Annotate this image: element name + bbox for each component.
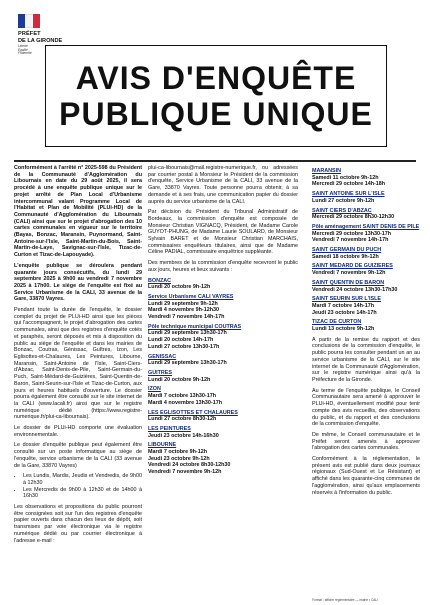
session-date: Vendredi 7 novembre 9h-12h xyxy=(312,270,386,277)
session-date: Mercredi 29 octobre 13h30-17h xyxy=(312,230,392,237)
session-location: TIZAC DE CURTON xyxy=(312,319,362,326)
session-date: Jeudi 23 octobre 14h-16h30 xyxy=(148,432,219,439)
session-date: Vendredi 7 novembre 14h-17h xyxy=(148,314,225,321)
session-location: SAINT ANTOINE SUR L'ISLE xyxy=(312,191,385,198)
session-location: SAINT GERMAIN DU PUCH xyxy=(312,247,382,254)
session-date: Lundi 29 septembre 9h-12h xyxy=(148,300,218,307)
separator-rule xyxy=(14,160,416,162)
title-line-2: PUBLIQUE UNIQUE xyxy=(59,96,373,132)
col3-sessions-list xyxy=(312,168,420,333)
session-date: Lundi 20 octobre 9h-12h xyxy=(148,284,211,291)
session-date: Lundi 29 septembre 13h30-17h xyxy=(148,360,227,367)
session-date: Samedi 11 octobre 9h-12h xyxy=(312,174,379,181)
session-location: IZON xyxy=(148,386,161,393)
session-date: Mardi 4 novembre 13h30-17h xyxy=(148,399,223,406)
session-date: Vendredi 24 octobre 13h30-17h30 xyxy=(312,286,398,293)
col3-paragraph-3: De même, le Conseil communautaire et le Préfet seront amenés à approuver l'abrogation des cartes communales. xyxy=(312,431,420,452)
motto-fraternite: Fraternité xyxy=(18,51,32,56)
session-date: Lundi 29 septembre 13h30-17h xyxy=(148,330,227,337)
session-location: LES PEINTURES xyxy=(148,425,191,432)
session-date: Lundi 20 octobre 14h-17h xyxy=(148,337,214,344)
motto-liberte: Liberté xyxy=(18,44,28,48)
session-date: Vendredi 7 novembre 9h-12h xyxy=(148,469,222,476)
consultation-hours-list xyxy=(14,473,142,500)
col1-paragraph-5: Le dossier d'enquête publique peut également être consulté sur un poste informatique au siège de l'enquête, service urbanisme de la CALI (33 avenue de la Gare, 33870 Vayres) xyxy=(14,442,142,469)
column-3 xyxy=(312,165,420,500)
col1-paragraph-4: Le dossier de PLUi-HD comporte une évaluation environnementale. xyxy=(14,425,142,438)
session-location: SAINT CIERS D'ABZAC xyxy=(312,207,372,214)
session-date: Mardi 7 octobre 13h30-17h xyxy=(148,393,217,400)
gironde-label: DE LA GIRONDE xyxy=(18,38,63,44)
title-line-1: AVIS D'ENQUÊTE xyxy=(75,60,357,96)
col2-sessions-list xyxy=(148,278,298,476)
notice-title-box xyxy=(45,45,387,147)
session-location: LIBOURNE xyxy=(148,442,177,449)
col3-paragraph-1: A partir de la remise du rapport et des conclusions de la commission d'enquête, le public pourra les consulter pendant un an au service urbanisme de la CALI, sur le site internet de la Communauté d'Agglomération, sur le registre numérique ainsi qu'à la Préfecture de la Gironde. xyxy=(312,336,420,383)
session-location: LES EGLISOTTES ET CHALAURES xyxy=(148,409,238,416)
session-date: Lundi 27 octobre 8h30-12h xyxy=(148,416,217,423)
session-date: Jeudi 23 octobre 9h-12h xyxy=(148,455,210,462)
col1-paragraph-6: Les observations et propositions du public pourront être consignées soit sur l'un des registres d'enquête papier ouverts dans chacun des lieux de dépôt, soit transmises par voie électronique via le registre numérique dédié ou par courrier électronique à l'adresse e-mail : xyxy=(14,504,142,544)
col1-paragraph-2: L'enquête publique se déroulera pendant quarante jours consécutifs, du lundi 29 septembre 2025 à 9h00 au vendredi 7 novembre 2025 à 17h00. Le siège de l'enquête est fixé au Service Urbanisme de la CALI, 33 avenue de la Gare, 33870 Vayres. xyxy=(14,262,142,303)
session-location: SAINT SEURIN SUR L'ISLE xyxy=(312,296,381,303)
prefet-label: PRÉFET xyxy=(18,31,41,37)
session-location: GENISSAC xyxy=(148,353,177,360)
session-date: Vendredi 24 octobre 8h30-12h30 xyxy=(148,462,231,469)
list-item: • Les Mercredis de 9h00 à 12h30 et de 14h00 à 16h30 xyxy=(23,487,142,500)
session-location: BONZAC xyxy=(148,277,172,284)
col2-paragraph-1: plui-ca-libournais@mail.registre-numerique.fr, ou adressées par courrier postal à Monsieur le Président de la commission d'enquête, Service Urbanisme de la CALI, 33 avenue de la Gare, 33870 Vayres. Toute personne pourra obtenir, à sa demande et à ses frais, une communication papier du dossier auprès du service urbanisme de la CALI. xyxy=(148,165,298,205)
footer-note: Format : affiche réglementaire — mairie • CALI xyxy=(312,598,379,602)
session-location: Service Urbanisme CALI VAYRES xyxy=(148,293,234,300)
session-date: Lundi 13 octobre 9h-12h xyxy=(312,326,375,333)
session-date: Lundi 27 octobre 13h30-17h xyxy=(148,343,220,350)
session-date: Mardi 7 octobre 9h-12h xyxy=(148,449,208,456)
column-1 xyxy=(14,165,142,548)
col2-paragraph-3: Des membres de la commission d'enquête recevront le public aux jours, heures et lieux suivants : xyxy=(148,260,298,273)
list-item: • Les Lundis, Mardis, Jeudis et Vendredis, de 9h00 à 12h30 xyxy=(23,473,142,486)
session-date: Mardi 7 octobre 14h-17h xyxy=(312,302,375,309)
session-date: Lundi 27 octobre 9h-12h xyxy=(312,197,375,204)
session-date: Vendredi 7 novembre 14h-17h xyxy=(312,237,389,244)
session-location: Pôle aménagement SAINT DENIS DE PILE xyxy=(312,223,420,230)
motto-egalite: Égalité xyxy=(18,47,28,52)
col1-paragraph-3: Pendant toute la durée de l'enquête, le dossier complet du projet de PLUi-HD ainsi que les pièces qui l'accompagnent, le projet d'abrogation des cartes communales, ainsi que des registres d'enquête cotés et paraphés, seront déposés et mis à disposition du public au siège de l'enquête et dans les mairies de Bonzac, Coutras, Génissac, Guîtres, Izon, Les Eglisottes-et-Chalaures, Les Peintures, Libourne, Maransin, Saint-Antoine de l'Isle, Saint-Ciers-d'Abzac, Saint-Denis-de-Pile, Saint-Germain-du-Puch, Saint-Médard-de-Guizières, Saint-Quentin-de-Baron, Saint-Seurin-sur-l'Isle et Tizac-de-Curton, aux jours et heures habituels d'ouverture. Le dossier pourra également être consulté sur le site internet de la CALI (www.lacali.fr) ainsi que sur le registre numérique dédié (https://www.registre-numerique.fr/plui-ca-libournais). xyxy=(14,307,142,421)
col3-paragraph-4: Conformément à la réglementation, le présent avis est publié dans deux journaux régionaux (Sud-Ouest et Le Résistant) et affiché dans les quarante-cinq communes de l'agglomération, ainsi qu'aux emplacements réservés à l'information du public. xyxy=(312,456,420,496)
session-date: Lundi 20 octobre 9h-12h xyxy=(148,376,211,383)
session-location: GUITRES xyxy=(148,369,172,376)
session-date: Mardi 4 novembre 9h-12h30 xyxy=(148,307,220,314)
session-location: SAINT QUENTIN DE BARON xyxy=(312,279,385,286)
session-location: Pôle technique municipal COUTRAS xyxy=(148,323,242,330)
col3-paragraph-2: Au terme de l'enquête publique, le Conseil Communautaire sera amené à approuver le PLUi-HD, éventuellement modifié pour tenir compte des avis recueillis, des observations du public, et du rapport et des conclusions de la commission d'enquête. xyxy=(312,387,420,428)
col1-paragraph-1: Conformément à l'arrêté n° 2025-598 du Président de la Communauté d'Agglomération du Libournais en date du 29 août 2025, il sera procédé à une enquête publique unique sur le projet arrêté de Plan Local d'Urbanisme intercommunal valant Programme Local de l'Habitat et Plan de Mobilité (PLUi-HD) de la Communauté d'Agglomération du Libournais (CALI) ainsi que sur le projet d'abrogation des 10 cartes communales en vigueur sur le territoire (Bayas, Bonzac, Maransin, Puynormand, Saint-Antoine-sur-l'Isle, Saint-Martin-du-Bois, Saint-Martin-de-Laye, Savignac-sur-l'Isle, Tizac-de-Curton et Tizac-de-Lapouyade). xyxy=(14,165,142,259)
french-flag-icon xyxy=(18,14,40,28)
session-location: MARANSIN xyxy=(312,168,342,174)
session-date: Jeudi 23 octobre 14h-17h xyxy=(312,309,377,316)
session-date: Mercredi 29 octobre 8h30-12h30 xyxy=(312,214,395,221)
column-2 xyxy=(148,165,298,476)
session-date: Mercredi 29 octobre 14h-18h xyxy=(312,181,386,188)
session-location: SAINT MEDARD DE GUIZIERES xyxy=(312,263,393,270)
col2-paragraph-2: Par décision du Président du Tribunal Administratif de Bordeaux, la commission d'enquête est composée de Monsieur Christian VIGNACQ, Président, de Madame Carole GUYOT-PHUNG, de Madame Laurie SOULARD, de Monsieur Sylvain BARET et de Monsieur Christian MARCHAIS, commissaires enquêteurs titulaires, ainsi que de Madame Céline PADIAL, commissaire enquêtrice suppléante. xyxy=(148,209,298,256)
session-date: Samedi 18 octobre 9h-12h xyxy=(312,253,379,260)
